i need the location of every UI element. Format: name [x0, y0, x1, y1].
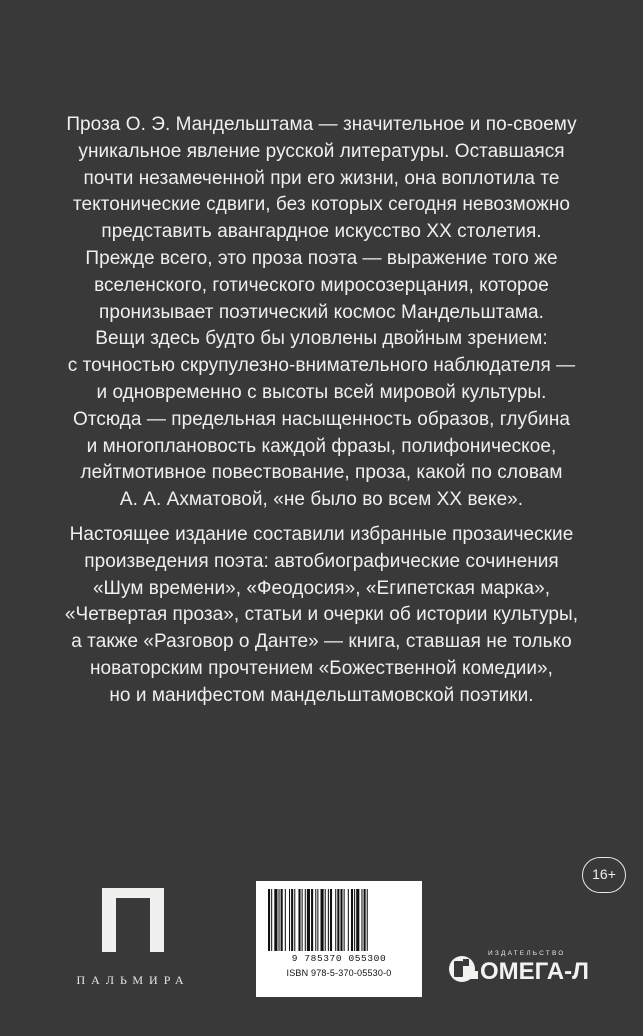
annotation-line: произведения поэта: автобиографические сочинения: [84, 550, 559, 572]
barcode-bars-icon: [266, 889, 412, 951]
annotation-line: пронизывает поэтический космос Мандельштама.: [98, 301, 544, 323]
isbn-barcode: [256, 881, 422, 997]
annotation-paragraph-1: [40, 112, 603, 514]
annotation-line: с точностью скрупулезно-внимательного наблюдателя —: [67, 355, 576, 377]
imprint-name: ОМЕГА-Л: [480, 958, 589, 985]
annotation-line: Отсюда — предельная насыщенность образов, глубина: [73, 408, 570, 430]
omega-l-imprint-logo: [440, 948, 600, 988]
age-rating-badge: 16+: [582, 857, 626, 893]
annotation-paragraph-2: [40, 522, 603, 710]
annotation-line: «Четвертая проза», статьи и очерки об истории культуры,: [64, 604, 579, 626]
omega-emblem-icon: [448, 953, 482, 985]
annotation-line: почти незамеченной при его жизни, она воплотила те: [83, 167, 560, 189]
annotation-line: лейтмотивное повествование, проза, какой по словам: [80, 462, 563, 484]
annotation-line: «Шум времени», «Феодосия», «Египетская марка»,: [92, 577, 551, 599]
annotation-line: Прежде всего, это проза поэта — выражение того же: [85, 247, 558, 269]
annotation-line: а также «Разговор о Данте» — книга, ставшая не только: [71, 631, 572, 653]
palmira-logo-icon: [102, 888, 164, 952]
imprint-label: ИЗДАТЕЛЬСТВО: [488, 950, 566, 957]
annotation-line: Вещи здесь будто бы уловлены двойным зрением:: [95, 328, 548, 350]
annotation-line: тектонические сдвиги, без которых сегодня невозможно: [72, 194, 571, 216]
annotation-line: представить авангардное искусство XX столетия.: [101, 221, 542, 243]
annotation-line: А. А. Ахматовой, «не было во всем XX веке».: [119, 489, 524, 511]
annotation-line: Настоящее издание составили избранные прозаические: [69, 524, 574, 545]
isbn-number: ISBN 978-5-370-05530-0: [286, 968, 392, 978]
annotation-line: новаторским прочтением «Божественной комедии»,: [90, 657, 553, 679]
barcode-digits: 9 785370 055300: [291, 953, 387, 964]
annotation-line: уникальное явление русской литературы. Оставшаяся: [78, 140, 565, 162]
annotation-line: и одновременно с высоты всей мировой культуры.: [96, 381, 547, 403]
annotation-line: вселенского, готического миросозерцания, которое: [94, 274, 549, 296]
annotation-line: и многоплановость каждой фразы, полифоническое,: [86, 435, 557, 457]
publisher-name: ПАЛЬМИРА: [76, 973, 190, 987]
annotation-line: но и манифестом мандельштамовской поэтики.: [109, 684, 534, 706]
annotation-line: Проза О. Э. Мандельштама — значительное и по-своему: [66, 114, 577, 135]
